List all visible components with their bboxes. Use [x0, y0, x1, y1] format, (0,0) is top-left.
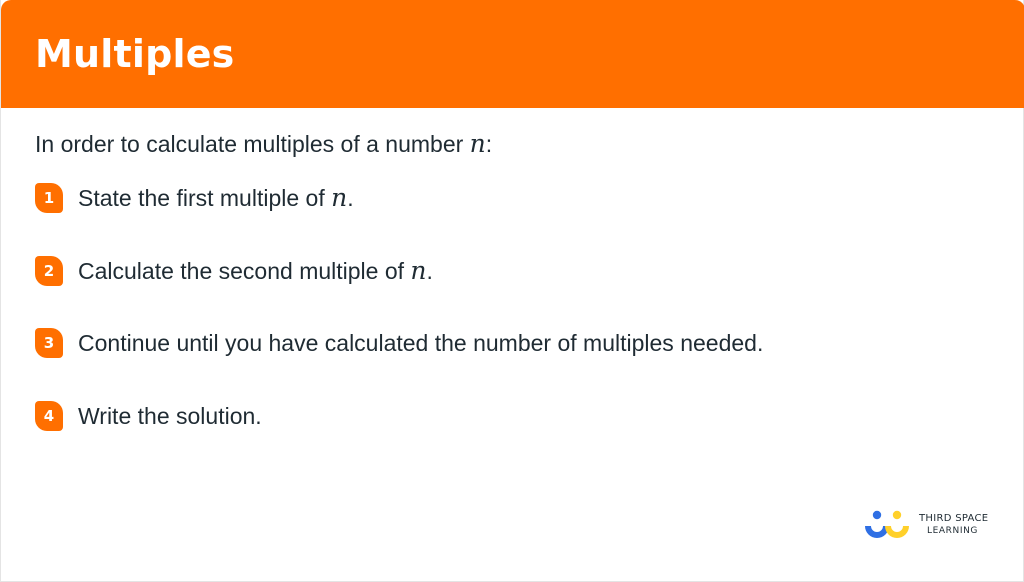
page-title: Multiples: [35, 32, 235, 76]
step-text: Write the solution.: [78, 403, 262, 429]
step-number-badge: 1: [35, 183, 63, 213]
intro-text: [35, 128, 492, 160]
logo-line-2: LEARNING: [927, 526, 979, 536]
step-number-badge: 3: [35, 328, 63, 358]
step-text-body: State the first multiple of: [78, 185, 332, 211]
intro-variable: n: [469, 129, 486, 158]
step-text-body: Calculate the second multiple of: [78, 258, 411, 284]
step-variable: n: [331, 183, 348, 212]
step-number-badge: 2: [35, 256, 63, 286]
logo-smile-yellow: [885, 526, 909, 538]
logo-line-1: THIRD SPACE: [919, 513, 989, 524]
logo-dot-blue: [873, 511, 881, 519]
step-text: [78, 255, 433, 287]
step-variable: n: [410, 256, 427, 285]
logo-mark-icon: [863, 510, 911, 540]
header-banner: [1, 0, 1024, 108]
third-space-learning-logo: [863, 510, 1003, 540]
intro-suffix: :: [485, 131, 493, 157]
logo-text: [919, 513, 988, 537]
logo-dot-yellow: [893, 511, 901, 519]
step-suffix: .: [347, 185, 354, 211]
intro-text-body: In order to calculate multiples of a number: [35, 131, 470, 157]
step-suffix: .: [426, 258, 433, 284]
step-text: [78, 182, 354, 214]
step-text: Continue until you have calculated the number of multiples needed.: [78, 330, 764, 356]
step-number-badge: 4: [35, 401, 63, 431]
